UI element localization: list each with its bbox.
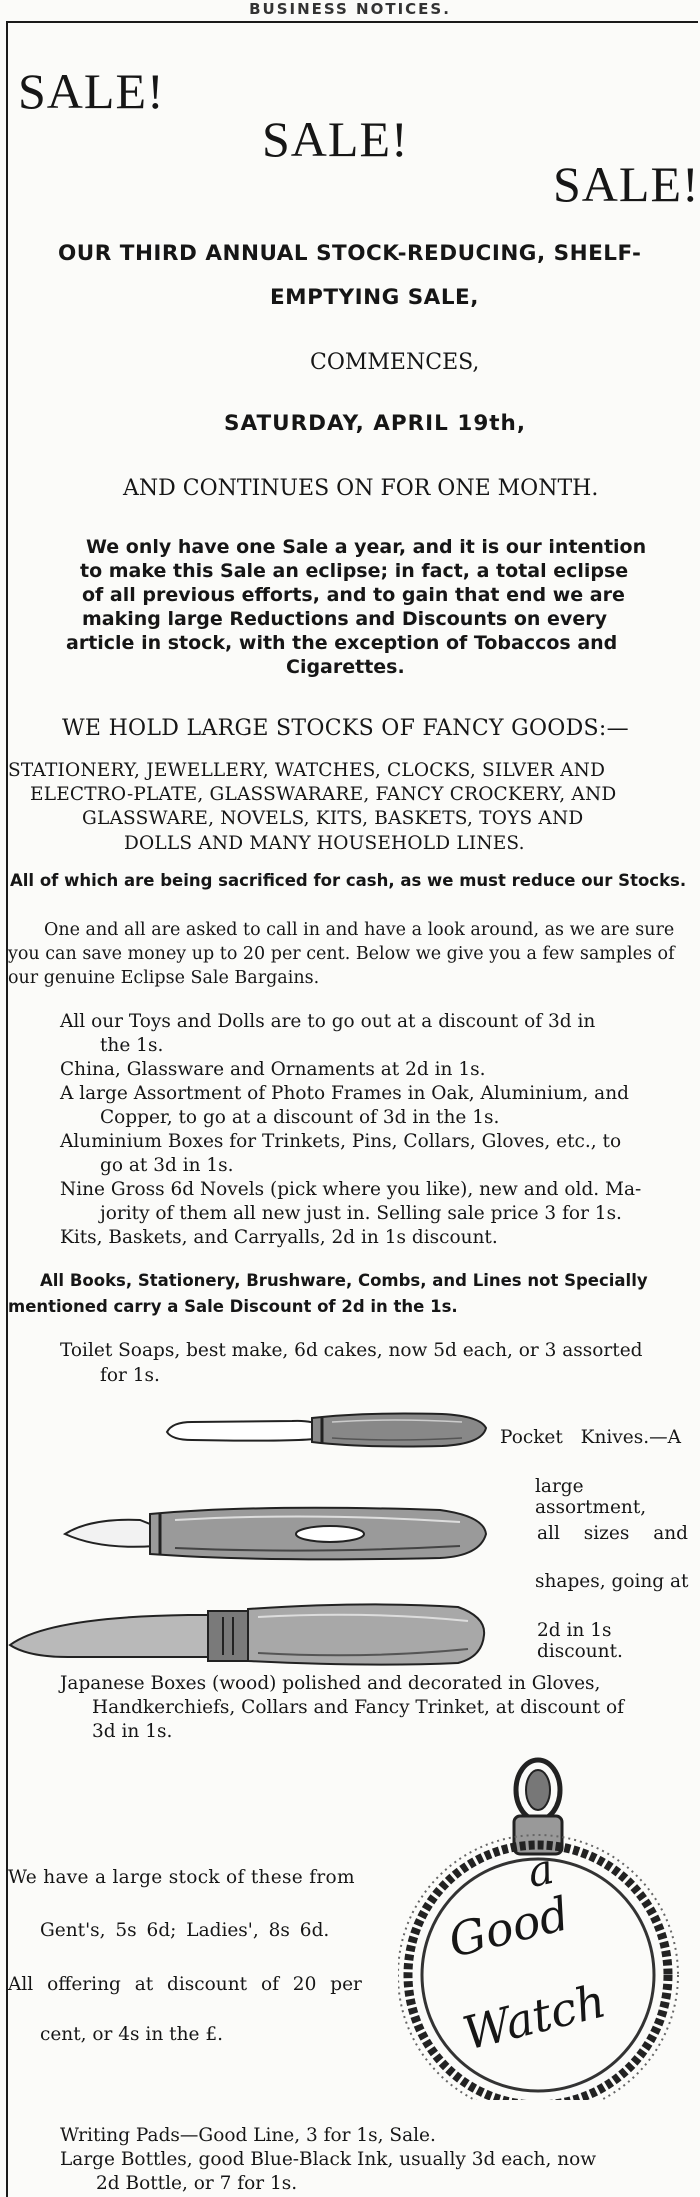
knife-illustration-3 bbox=[8, 1595, 488, 1675]
item-frames-2: Copper, to go at a discount of 3d in the 1s. bbox=[100, 1107, 500, 1128]
call-line-2: you can save money up to 20 per cent. Below we give you a few samples of bbox=[8, 944, 675, 964]
knives-text-1: Pocket Knives.—A bbox=[500, 1427, 681, 1448]
fancy-line-3: GLASSWARE, NOVELS, KITS, BASKETS, TOYS AND bbox=[82, 808, 584, 829]
writing-line-2: Large Bottles, good Blue-Black Ink, usually 3d each, now bbox=[60, 2149, 597, 2170]
call-line-1: One and all are asked to call in and have a look around, as we are sure bbox=[44, 920, 675, 940]
knife-illustration-2 bbox=[60, 1500, 490, 1570]
soaps-line-1: Toilet Soaps, best make, 6d cakes, now 5d each, or 3 assorted bbox=[60, 1340, 643, 1361]
watch-script-a: a bbox=[523, 1843, 558, 1898]
fancy-line-2: ELECTRO-PLATE, GLASSWARARE, FANCY CROCKERY, AND bbox=[30, 784, 617, 805]
writing-line-1: Writing Pads—Good Line, 3 for 1s, Sale. bbox=[60, 2125, 436, 2146]
knives-text-5: 2d in 1s discount. bbox=[537, 1620, 623, 1662]
item-alum-2: go at 3d in 1s. bbox=[100, 1155, 234, 1176]
headline-line-1: OUR THIRD ANNUAL STOCK-REDUCING, SHELF- bbox=[58, 241, 642, 266]
sale-word-2: SALE! bbox=[262, 111, 409, 167]
sale-word-3: SALE! bbox=[553, 156, 700, 212]
intro-line-3: of all previous efforts, and to gain that end we are bbox=[82, 584, 625, 606]
knives-text-4: shapes, going at bbox=[535, 1571, 689, 1592]
watch-script-good: Good bbox=[443, 1886, 575, 1968]
item-alum-1: Aluminium Boxes for Trinkets, Pins, Collars, Gloves, etc., to bbox=[60, 1131, 622, 1152]
item-novels-1: Nine Gross 6d Novels (pick where you like), new and old. Ma- bbox=[60, 1179, 642, 1200]
continues: AND CONTINUES ON FOR ONE MONTH. bbox=[123, 476, 599, 501]
books-line-2: mentioned carry a Sale Discount of 2d in the 1s. bbox=[8, 1297, 458, 1316]
header-rule bbox=[8, 21, 698, 23]
knives-text-3: all sizes and bbox=[537, 1523, 689, 1544]
intro-line-2: to make this Sale an eclipse; in fact, a total eclipse bbox=[80, 560, 629, 582]
intro-line-5: article in stock, with the exception of Tobaccos and bbox=[66, 632, 618, 654]
headline-line-2: EMPTYING SALE, bbox=[270, 285, 479, 310]
intro-line-6: Cigarettes. bbox=[286, 656, 405, 678]
item-china: China, Glassware and Ornaments at 2d in 1s. bbox=[60, 1059, 486, 1080]
item-toys-1: All our Toys and Dolls are to go out at a discount of 3d in bbox=[60, 1011, 596, 1032]
books-line-1: All Books, Stationery, Brushware, Combs, and Lines not Specially bbox=[40, 1271, 648, 1290]
call-line-3: our genuine Eclipse Sale Bargains. bbox=[8, 968, 320, 988]
writing-line-3: 2d Bottle, or 7 for 1s. bbox=[96, 2173, 298, 2194]
soaps-line-2: for 1s. bbox=[100, 1365, 160, 1386]
intro-line-4: making large Reductions and Discounts on every bbox=[82, 608, 607, 630]
item-novels-2: jority of them all new just in. Selling sale price 3 for 1s. bbox=[100, 1203, 622, 1224]
japanese-line-2: Handkerchiefs, Collars and Fancy Trinket, at discount of bbox=[92, 1697, 625, 1718]
fancy-heading: WE HOLD LARGE STOCKS OF FANCY GOODS:— bbox=[62, 716, 629, 741]
watch-text-1: We have a large stock of these from bbox=[8, 1867, 355, 1888]
item-frames-1: A large Assortment of Photo Frames in Oak, Aluminium, and bbox=[60, 1083, 629, 1104]
japanese-line-3: 3d in 1s. bbox=[92, 1721, 173, 1742]
item-kits: Kits, Baskets, and Carryalls, 2d in 1s discount. bbox=[60, 1227, 498, 1248]
sale-date: SATURDAY, APRIL 19th, bbox=[224, 411, 527, 436]
item-toys-2: the 1s. bbox=[100, 1035, 164, 1056]
section-header: BUSINESS NOTICES. bbox=[249, 0, 451, 18]
intro-line-1: We only have one Sale a year, and it is our intention bbox=[86, 536, 647, 558]
knives-text-2: large assortment, bbox=[535, 1476, 647, 1518]
sacrificed-line: All of which are being sacrificed for cash, as we must reduce our Stocks. bbox=[10, 871, 687, 890]
knife-illustration-1 bbox=[162, 1408, 492, 1452]
watch-text-4: cent, or 4s in the £. bbox=[40, 2024, 223, 2045]
fancy-line-4: DOLLS AND MANY HOUSEHOLD LINES. bbox=[124, 833, 525, 854]
fancy-line-1: STATIONERY, JEWELLERY, WATCHES, CLOCKS, SILVER AND bbox=[8, 760, 606, 781]
japanese-line-1: Japanese Boxes (wood) polished and decorated in Gloves, bbox=[60, 1673, 601, 1694]
watch-text-2: Gent's, 5s 6d; Ladies', 8s 6d. bbox=[40, 1920, 330, 1941]
watch-text-3: All offering at discount of 20 per bbox=[8, 1974, 362, 1995]
watch-script-watch: Watch bbox=[457, 1973, 611, 2061]
commences: COMMENCES, bbox=[310, 350, 480, 375]
sale-word-1: SALE! bbox=[18, 63, 165, 119]
